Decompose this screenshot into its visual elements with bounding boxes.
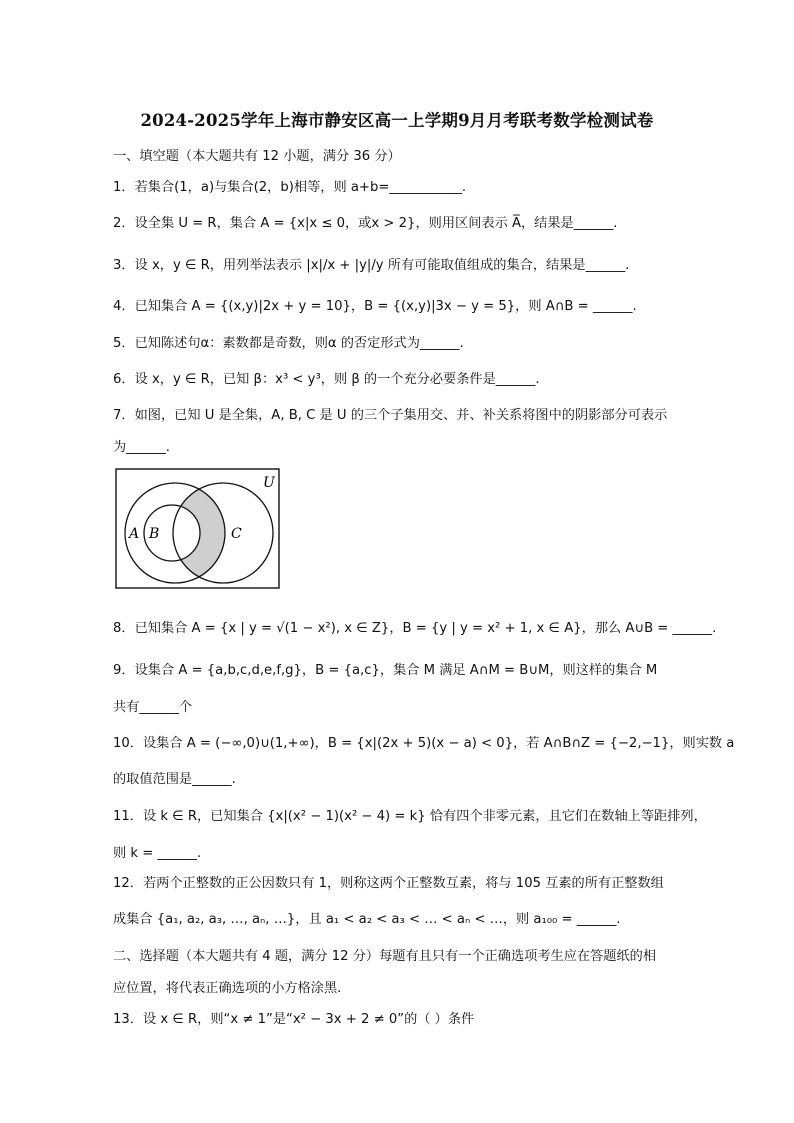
venn-diagram [115,468,280,590]
section-2-header-line-1: 二、选择题（本大题共有 4 题，满分 12 分）每题有且只有一个正确选项考生应在答题纸的相 [113,949,657,964]
label-u: U [263,475,275,491]
question-9-line-1: 9．设集合 A = {a,b,c,d,e,f,g}，B = {a,c}，集合 M 满足 A∩M = B∪M，则这样的集合 M [113,663,658,678]
question-9-line-2: 共有______个 [113,700,193,715]
question-7-line-2: 为______. [113,440,170,455]
question-6: 6．设 x，y ∈ R，已知 β：x³ < y³，则 β 的一个充分必要条件是______. [113,372,540,387]
exam-title: 2024-2025学年上海市静安区高一上学期9月月考联考数学检测试卷 [140,111,654,130]
label-c: C [231,526,242,542]
question-7-line-1: 7．如图，已知 U 是全集，A, B, C 是 U 的三个子集用交、并、补关系将图中的阴影部分可表示 [113,408,668,423]
section-2-header-line-2: 应位置，将代表正确选项的小方格涂黑. [113,981,342,996]
question-1: 1．若集合(1，a)与集合(2，b)相等，则 a+b=___________. [113,180,467,195]
question-10-line-2: 的取值范围是______. [113,772,236,787]
label-b: B [149,526,160,542]
question-10-line-1: 10．设集合 A = (−∞,0)∪(1,+∞)，B = {x|(2x + 5)(x − a) < 0}，若 A∩B∩Z = {−2,−1}，则实数 a [113,736,735,751]
question-12-line-1: 12．若两个正整数的正公因数只有 1，则称这两个正整数互素，将与 105 互素的所有正整数组 [113,876,664,891]
question-11-line-2: 则 k = ______. [113,846,202,861]
section-1-header: 一、填空题（本大题共有 12 小题，满分 36 分） [113,149,401,164]
question-8: 8．已知集合 A = {x | y = √(1 − x²), x ∈ Z}，B = {y | y = x² + 1, x ∈ A}，那么 A∪B = ______. [113,621,717,636]
question-13: 13．设 x ∈ R，则“x ≠ 1”是“x² − 3x + 2 ≠ 0”的（ ）条件 [113,1012,475,1027]
question-3: 3．设 x，y ∈ R，用列举法表示 |x|/x + |y|/y 所有可能取值组成的集合，结果是______. [113,258,630,273]
question-2: 2．设全集 U = R，集合 A = {x|x ≤ 0，或x > 2}，则用区间表示 A̅，结果是______. [113,216,618,231]
question-12-line-2: 成集合 {a₁, a₂, a₃, …, aₙ, …}，且 a₁ < a₂ < a₃ < … < aₙ < …，则 a₁₀₀ = ______. [113,912,621,927]
question-11-line-1: 11．设 k ∈ R，已知集合 {x|(x² − 1)(x² − 4) = k} 恰有四个非零元素，且它们在数轴上等距排列， [113,809,707,824]
question-5: 5．已知陈述句α：素数都是奇数，则α 的否定形式为______. [113,336,464,351]
question-4: 4．已知集合 A = {(x,y)|2x + y = 10}，B = {(x,y)|3x − y = 5}，则 A∩B = ______. [113,299,637,314]
label-a: A [129,526,140,542]
